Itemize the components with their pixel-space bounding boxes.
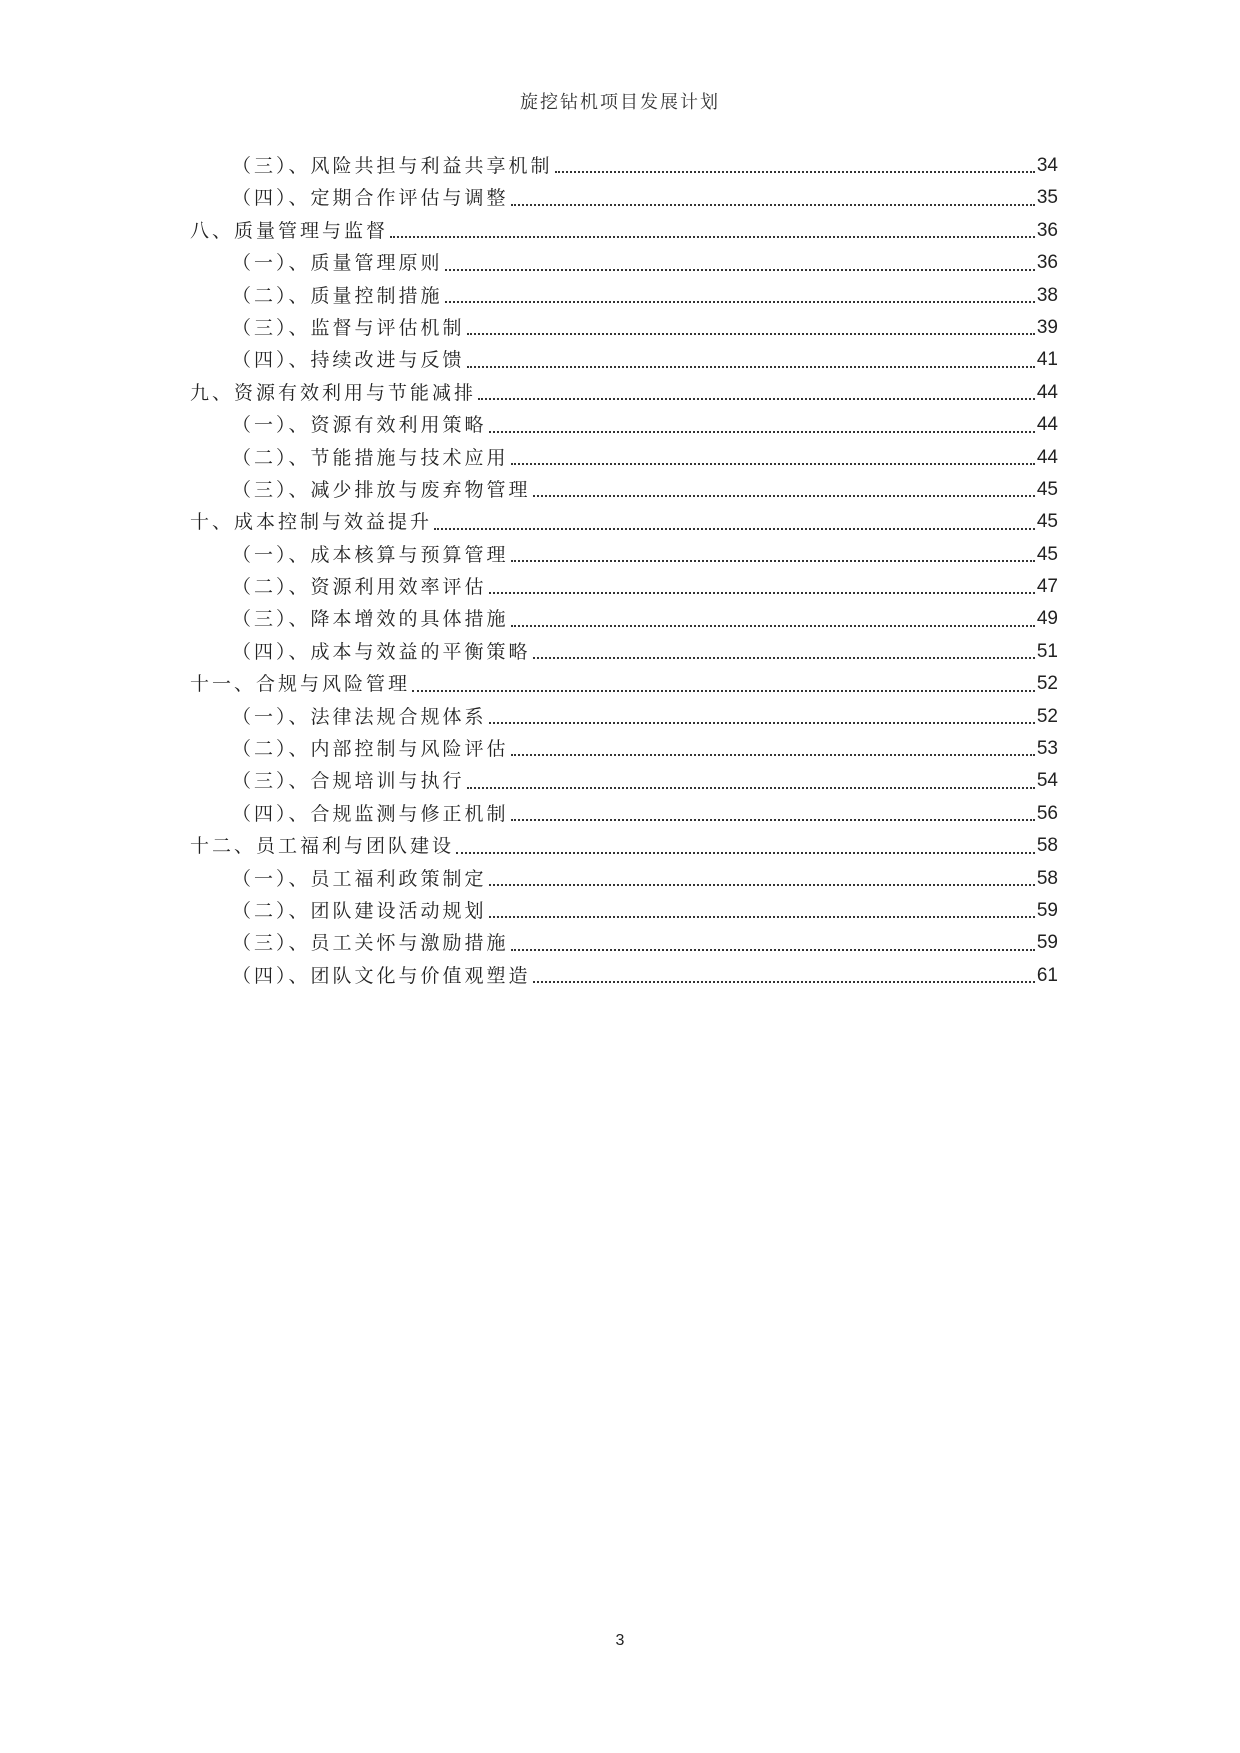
toc-dot-leader bbox=[511, 753, 1035, 756]
toc-entry-page: 53 bbox=[1036, 738, 1058, 760]
toc-dot-leader bbox=[489, 721, 1035, 724]
toc-entry-title: （二）、内部控制与风险评估 bbox=[232, 738, 509, 761]
toc-dot-leader bbox=[445, 268, 1035, 271]
toc-dot-leader bbox=[478, 397, 1035, 400]
toc-entry-page: 49 bbox=[1036, 608, 1058, 630]
toc-dot-leader bbox=[511, 203, 1035, 206]
toc-section-entry[interactable] bbox=[190, 927, 1058, 959]
toc-entry-page: 58 bbox=[1036, 835, 1058, 857]
toc-chapter-entry[interactable] bbox=[190, 215, 1058, 247]
toc-section-entry[interactable] bbox=[190, 280, 1058, 312]
toc-entry-page: 44 bbox=[1036, 381, 1058, 403]
toc-dot-leader bbox=[434, 527, 1035, 530]
toc-entry-title: （一）、资源有效利用策略 bbox=[232, 414, 487, 437]
toc-section-entry[interactable] bbox=[190, 409, 1058, 441]
toc-entry-page: 36 bbox=[1036, 219, 1058, 241]
toc-entry-page: 35 bbox=[1036, 187, 1058, 209]
toc-dot-leader bbox=[511, 559, 1035, 562]
toc-dot-leader bbox=[412, 689, 1035, 692]
toc-entry-page: 54 bbox=[1036, 770, 1058, 792]
toc-entry-page: 59 bbox=[1036, 899, 1058, 921]
toc-dot-leader bbox=[511, 462, 1035, 465]
toc-entry-page: 56 bbox=[1036, 802, 1058, 824]
toc-entry-page: 38 bbox=[1036, 284, 1058, 306]
toc-section-entry[interactable] bbox=[190, 442, 1058, 474]
table-of-contents bbox=[190, 150, 1058, 992]
toc-dot-leader bbox=[533, 980, 1035, 983]
toc-section-entry[interactable] bbox=[190, 733, 1058, 765]
toc-dot-leader bbox=[456, 851, 1035, 854]
toc-dot-leader bbox=[390, 235, 1035, 238]
toc-entry-title: （三）、监督与评估机制 bbox=[232, 316, 465, 339]
toc-section-entry[interactable] bbox=[190, 798, 1058, 830]
toc-entry-title: （二）、质量控制措施 bbox=[232, 284, 443, 307]
toc-entry-title: 九、资源有效利用与节能减排 bbox=[190, 381, 477, 404]
toc-entry-page: 36 bbox=[1036, 252, 1058, 274]
toc-entry-title: 十、成本控制与效益提升 bbox=[190, 511, 433, 534]
toc-section-entry[interactable] bbox=[190, 247, 1058, 279]
toc-dot-leader bbox=[489, 883, 1035, 886]
toc-entry-page: 34 bbox=[1036, 155, 1058, 176]
toc-entry-title: （一）、质量管理原则 bbox=[232, 252, 443, 275]
toc-section-entry[interactable] bbox=[190, 312, 1058, 344]
toc-entry-title: （四）、合规监测与修正机制 bbox=[232, 802, 509, 825]
toc-entry-title: （一）、员工福利政策制定 bbox=[232, 867, 487, 890]
toc-dot-leader bbox=[467, 332, 1035, 335]
toc-section-entry[interactable] bbox=[190, 182, 1058, 214]
toc-section-entry[interactable] bbox=[190, 636, 1058, 668]
toc-chapter-entry[interactable] bbox=[190, 506, 1058, 538]
toc-entry-title: 十一、合规与风险管理 bbox=[190, 673, 411, 696]
toc-dot-leader bbox=[445, 300, 1035, 303]
toc-entry-title: （四）、定期合作评估与调整 bbox=[232, 187, 509, 210]
toc-section-entry[interactable] bbox=[190, 863, 1058, 895]
toc-entry-title: （四）、成本与效益的平衡策略 bbox=[232, 640, 531, 663]
toc-section-entry[interactable] bbox=[190, 960, 1058, 992]
toc-entry-title: （三）、减少排放与废弃物管理 bbox=[232, 478, 531, 501]
toc-dot-leader bbox=[489, 430, 1035, 433]
toc-entry-title: （二）、团队建设活动规划 bbox=[232, 899, 487, 922]
toc-entry-title: （三）、合规培训与执行 bbox=[232, 770, 465, 793]
toc-section-entry[interactable] bbox=[190, 701, 1058, 733]
toc-entry-page: 51 bbox=[1036, 640, 1058, 662]
toc-section-entry[interactable] bbox=[190, 765, 1058, 797]
toc-entry-title: （三）、风险共担与利益共享机制 bbox=[232, 155, 553, 177]
toc-entry-title: （一）、法律法规合规体系 bbox=[232, 705, 487, 728]
toc-entry-title: （二）、节能措施与技术应用 bbox=[232, 446, 509, 469]
page-number: 3 bbox=[615, 1632, 625, 1649]
toc-entry-page: 45 bbox=[1036, 511, 1058, 533]
toc-dot-leader bbox=[533, 656, 1035, 659]
toc-entry-page: 47 bbox=[1036, 576, 1058, 598]
toc-entry-title: 八、质量管理与监督 bbox=[190, 219, 389, 242]
toc-entry-page: 61 bbox=[1036, 964, 1058, 986]
toc-entry-title: （三）、员工关怀与激励措施 bbox=[232, 932, 509, 955]
toc-entry-title: （二）、资源利用效率评估 bbox=[232, 576, 487, 599]
toc-entry-page: 45 bbox=[1036, 478, 1058, 500]
toc-dot-leader bbox=[533, 494, 1035, 497]
toc-entry-page: 44 bbox=[1036, 446, 1058, 468]
toc-dot-leader bbox=[511, 818, 1035, 821]
toc-dot-leader bbox=[511, 948, 1035, 951]
toc-entry-page: 45 bbox=[1036, 543, 1058, 565]
toc-entry-page: 52 bbox=[1036, 673, 1058, 695]
toc-section-entry[interactable] bbox=[190, 539, 1058, 571]
toc-dot-leader bbox=[511, 624, 1035, 627]
toc-dot-leader bbox=[489, 915, 1035, 918]
toc-section-entry[interactable] bbox=[190, 150, 1058, 182]
toc-entry-title: （四）、团队文化与价值观塑造 bbox=[232, 964, 531, 987]
toc-entry-title: 十二、员工福利与团队建设 bbox=[190, 835, 455, 858]
toc-entry-page: 39 bbox=[1036, 316, 1058, 338]
toc-section-entry[interactable] bbox=[190, 344, 1058, 376]
toc-entry-title: （一）、成本核算与预算管理 bbox=[232, 543, 509, 566]
toc-dot-leader bbox=[489, 591, 1035, 594]
page-header-title: 旋挖钻机项目发展计划 bbox=[520, 92, 720, 113]
toc-entry-page: 58 bbox=[1036, 867, 1058, 889]
toc-chapter-entry[interactable] bbox=[190, 668, 1058, 700]
toc-section-entry[interactable] bbox=[190, 603, 1058, 635]
toc-dot-leader bbox=[555, 170, 1035, 173]
toc-entry-page: 59 bbox=[1036, 932, 1058, 954]
toc-entry-page: 41 bbox=[1036, 349, 1058, 371]
toc-section-entry[interactable] bbox=[190, 571, 1058, 603]
toc-dot-leader bbox=[467, 365, 1035, 368]
toc-entry-title: （三）、降本增效的具体措施 bbox=[232, 608, 509, 631]
toc-section-entry[interactable] bbox=[190, 895, 1058, 927]
toc-entry-page: 44 bbox=[1036, 414, 1058, 436]
toc-chapter-entry[interactable] bbox=[190, 830, 1058, 862]
toc-entry-title: （四）、持续改进与反馈 bbox=[232, 349, 465, 372]
toc-dot-leader bbox=[467, 786, 1035, 789]
toc-section-entry[interactable] bbox=[190, 474, 1058, 506]
toc-chapter-entry[interactable] bbox=[190, 377, 1058, 409]
toc-entry-page: 52 bbox=[1036, 705, 1058, 727]
